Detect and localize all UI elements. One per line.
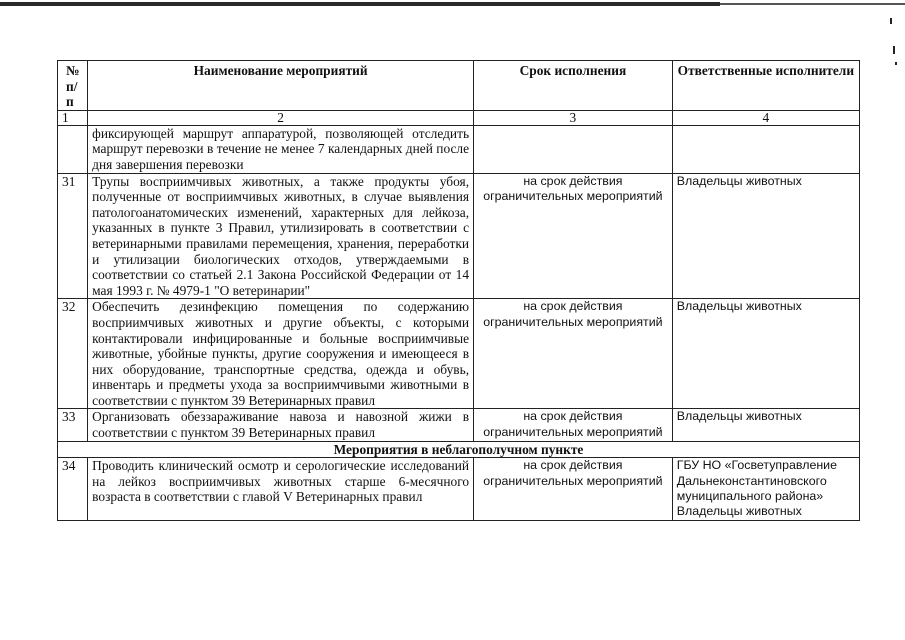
column-number-row — [58, 110, 860, 125]
scan-speck — [893, 46, 895, 54]
table-header-row — [58, 61, 860, 111]
row-responsible: Владельцы животных — [672, 173, 859, 299]
row-number: 34 — [58, 458, 88, 521]
scan-top-edge — [0, 0, 905, 10]
scan-edge-line-thin — [720, 3, 905, 5]
header-deadline: Срок исполнения — [474, 61, 673, 111]
row-deadline: на срок действия ограничительных мероприятий — [474, 409, 673, 441]
cell-deadline-empty — [474, 125, 673, 173]
header-number: № п/п — [58, 61, 88, 111]
row-responsible: ГБУ НО «Госветуправление Дальнеконстантиновского муниципального района» Владельцы животных — [672, 458, 859, 521]
row-measure: Трупы восприимчивых животных, а также продукты убоя, полученные от восприимчивых животных, в случае выявления патологоанатомических изменений, характерных для лейкоза, указанных в пункте 3 Правил, утилизировать в соответствии с ветеринарными правилами перемещения, хранения, переработки и утилизации биологических отходов, утверждаемыми в соответствии со статьей 2.1 Закона Российской Федерации от 14 мая 1993 г. № 4979-1 "О ветеринарии" — [88, 173, 474, 299]
column-number-4: 4 — [672, 110, 859, 125]
row-deadline: на срок действия ограничительных мероприятий — [474, 458, 673, 521]
header-responsible: Ответственные исполнители — [672, 61, 859, 111]
scan-edge-line — [0, 2, 720, 6]
row-deadline: на срок действия ограничительных мероприятий — [474, 173, 673, 299]
column-number-1: 1 — [58, 110, 88, 125]
continuation-text: фиксирующей маршрут аппаратурой, позволяющей отследить маршрут перевозки в течение не менее 7 календарных дней после дня завершения перевозки — [88, 125, 474, 173]
section-header-row — [58, 441, 860, 458]
table-row-continuation — [58, 125, 860, 173]
scan-speck — [895, 62, 897, 65]
row-number: 33 — [58, 409, 88, 441]
row-responsible: Владельцы животных — [672, 409, 859, 441]
cell-num-empty — [58, 125, 88, 173]
table-row — [58, 458, 860, 521]
table-row — [58, 299, 860, 409]
row-measure: Организовать обеззараживание навоза и навозной жижи в соответствии с пунктом 39 Ветеринарных правил — [88, 409, 474, 441]
row-measure: Обеспечить дезинфекцию помещения по содержанию восприимчивых животных и другие объекты, с которыми контактировали инфицированные и больные восприимчивые животные, убойные пункты, другие сооружения и имеющееся в них оборудование, транспортные средства, одежда и обувь, инвентарь и предметы ухода за восприимчивыми животными в соответствии с пунктом 39 Ветеринарных правил — [88, 299, 474, 409]
row-number: 31 — [58, 173, 88, 299]
row-deadline: на срок действия ограничительных мероприятий — [474, 299, 673, 409]
table-row — [58, 173, 860, 299]
column-number-3: 3 — [474, 110, 673, 125]
measures-table — [57, 60, 860, 521]
row-number: 32 — [58, 299, 88, 409]
row-responsible: Владельцы животных — [672, 299, 859, 409]
section-title: Мероприятия в неблагополучном пункте — [58, 441, 860, 458]
column-number-2: 2 — [88, 110, 474, 125]
cell-responsible-empty — [672, 125, 859, 173]
scan-speck — [890, 18, 892, 24]
table-row — [58, 409, 860, 441]
row-measure: Проводить клинический осмотр и серологические исследований на лейкоз восприимчивых животных старше 6-месячного возраста в соответствии с главой V Ветеринарных правил — [88, 458, 474, 521]
header-name: Наименование мероприятий — [88, 61, 474, 111]
